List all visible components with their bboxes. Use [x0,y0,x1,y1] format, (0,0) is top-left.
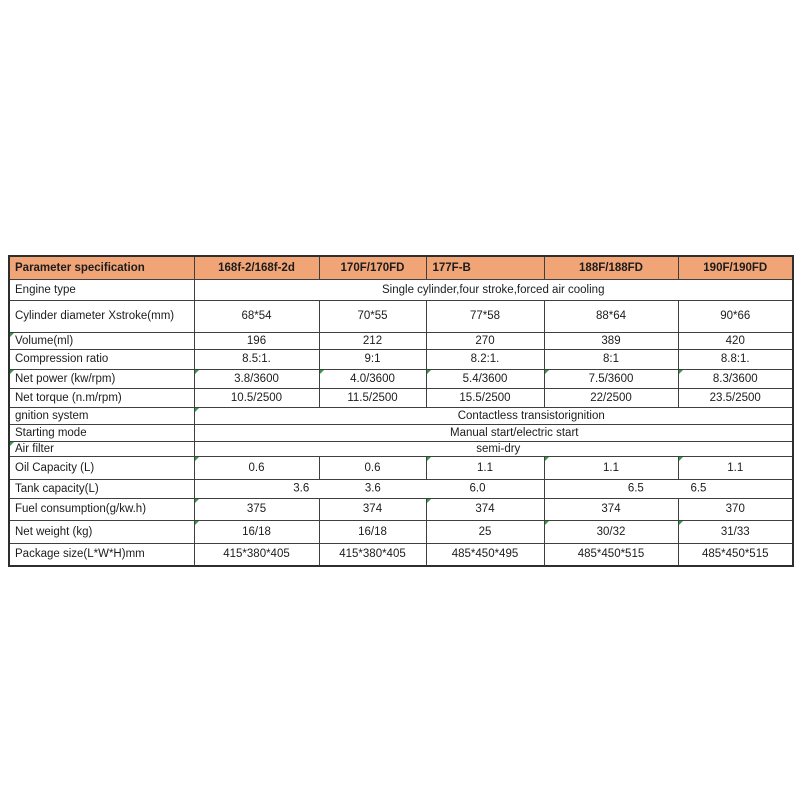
spec-cell: 389 [544,333,678,350]
excel-flag-icon [545,457,549,461]
spec-cell: 68*54 [194,301,319,333]
spec-cell: 8:1 [544,350,678,370]
row-air-filter [9,442,793,457]
spec-cell: 270 [426,333,544,350]
spec-cell: 196 [194,333,319,350]
spec-cell: 7.5/3600 [544,370,678,389]
spec-cell: 25 [426,521,544,544]
param-spec-header: Parameter specification [9,256,194,280]
spec-cell: 0.6 [319,457,426,480]
tank-capacity-group-b [544,480,793,499]
row-starting-mode [9,425,793,442]
row-label-tank-capacity: Tank capacity(L) [9,480,194,499]
spec-cell: 415*380*405 [319,544,426,567]
spec-cell: 3.8/3600 [194,370,319,389]
excel-flag-icon [10,442,14,446]
spec-cell: 22/2500 [544,389,678,408]
spec-cell: 16/18 [319,521,426,544]
spec-cell: 374 [544,499,678,521]
row-label-compression-ratio: Compression ratio [9,350,194,370]
model-header-188f: 188F/188FD [544,256,678,280]
spec-cell: 5.4/3600 [426,370,544,389]
spec-cell: 9:1 [319,350,426,370]
excel-flag-icon [195,499,199,503]
spec-cell: 420 [678,333,793,350]
spec-cell: 88*64 [544,301,678,333]
row-net-power [9,370,793,389]
spec-cell: 1.1 [544,457,678,480]
spec-cell: 374 [319,499,426,521]
spec-cell: 11.5/2500 [319,389,426,408]
spec-cell: 485*450*495 [426,544,544,567]
row-label-oil-capacity: Oil Capacity (L) [9,457,194,480]
ignition-system-value: Contactless transistorignition [194,408,793,425]
row-ignition-system [9,408,793,425]
engine-type-value: Single cylinder,four stroke,forced air cooling [194,280,793,301]
model-header-170f: 170F/170FD [319,256,426,280]
tank-capacity-value: 3.6 [293,482,310,495]
spec-cell: 375 [194,499,319,521]
model-header-190f: 190F/190FD [678,256,793,280]
tank-capacity-value: 6.5 [690,482,707,495]
excel-flag-icon [679,521,683,525]
spec-cell: 10.5/2500 [194,389,319,408]
row-label-package-size: Package size(L*W*H)mm [9,544,194,567]
spec-cell: 415*380*405 [194,544,319,567]
tank-capacity-value: 6.0 [469,482,486,495]
model-header-177f: 177F-B [426,256,544,280]
row-package-size [9,544,793,567]
row-engine-type [9,280,793,301]
row-volume [9,333,793,350]
spec-cell: 31/33 [678,521,793,544]
row-net-weight [9,521,793,544]
excel-flag-icon [195,457,199,461]
excel-flag-icon [195,408,199,412]
row-label-fuel-consumption: Fuel consumption(g/kw.h) [9,499,194,521]
spec-cell: 8.8:1. [678,350,793,370]
row-label-engine-type: Engine type [9,280,194,301]
row-fuel-consumption [9,499,793,521]
spec-cell: 485*450*515 [544,544,678,567]
row-label-net-torque: Net torque (n.m/rpm) [9,389,194,408]
spec-cell: 70*55 [319,301,426,333]
spec-cell: 8.3/3600 [678,370,793,389]
excel-flag-icon [427,499,431,503]
excel-flag-icon [10,370,14,374]
air-filter-value: semi-dry [194,442,793,457]
spec-cell: 374 [426,499,544,521]
tank-capacity-group-a [194,480,544,499]
excel-flag-icon [427,370,431,374]
row-compression-ratio [9,350,793,370]
excel-flag-icon [320,370,324,374]
spec-cell: 485*450*515 [678,544,793,567]
spec-cell: 1.1 [426,457,544,480]
row-label-net-weight: Net weight (kg) [9,521,194,544]
spec-cell: 90*66 [678,301,793,333]
spec-cell: 77*58 [426,301,544,333]
row-label-net-power: Net power (kw/rpm) [9,370,194,389]
excel-flag-icon [545,521,549,525]
spec-cell: 23.5/2500 [678,389,793,408]
model-header-168f: 168f-2/168f-2d [194,256,319,280]
spec-cell: 0.6 [194,457,319,480]
excel-flag-icon [545,370,549,374]
spec-cell: 8.2:1. [426,350,544,370]
excel-flag-icon [195,370,199,374]
excel-flag-icon [679,370,683,374]
row-label-cylinder-diameter: Cylinder diameter Xstroke(mm) [9,301,194,333]
header-row [9,256,793,280]
excel-flag-icon [427,457,431,461]
spec-table-container [8,255,792,567]
excel-flag-icon [679,457,683,461]
row-label-air-filter: Air filter [9,442,194,457]
starting-mode-value: Manual start/electric start [194,425,793,442]
excel-flag-icon [10,333,14,337]
spec-cell: 8.5:1. [194,350,319,370]
tank-capacity-value: 6.5 [627,482,644,495]
row-label-volume: Volume(ml) [9,333,194,350]
row-tank-capacity [9,480,793,499]
spec-cell: 1.1 [678,457,793,480]
spec-cell: 212 [319,333,426,350]
row-oil-capacity [9,457,793,480]
tank-capacity-value: 3.6 [364,482,381,495]
spec-cell: 370 [678,499,793,521]
row-net-torque [9,389,793,408]
row-label-starting-mode: Starting mode [9,425,194,442]
engine-spec-table [8,255,794,567]
excel-flag-icon [195,521,199,525]
spec-cell: 30/32 [544,521,678,544]
spec-cell: 4.0/3600 [319,370,426,389]
row-cylinder-diameter [9,301,793,333]
spec-cell: 16/18 [194,521,319,544]
spec-cell: 15.5/2500 [426,389,544,408]
row-label-ignition-system: gnition system [9,408,194,425]
